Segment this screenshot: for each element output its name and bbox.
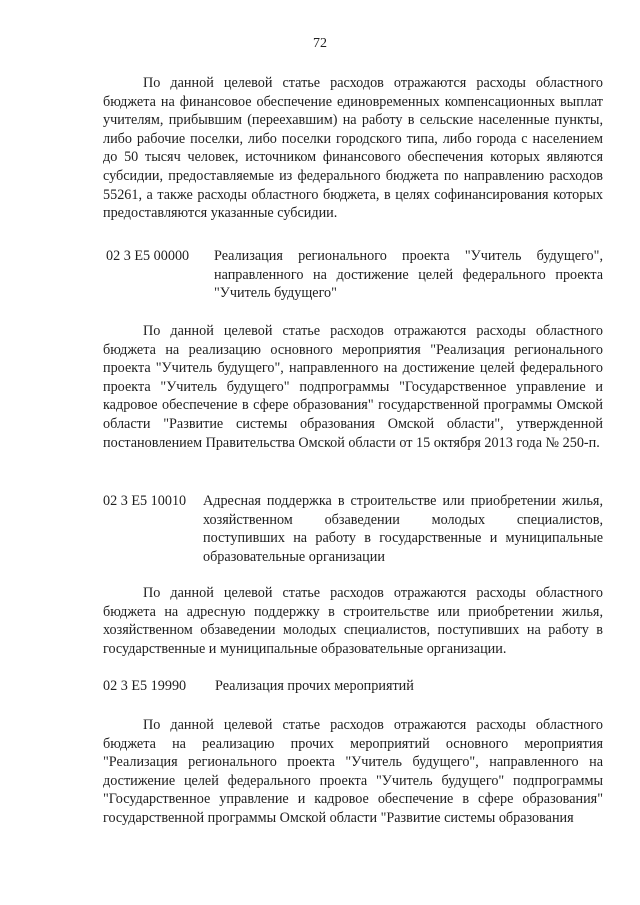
budget-item-title: Реализация прочих мероприятий [215, 678, 414, 694]
paragraph-compensation-payments: По данной целевой статье расходов отражаются расходы областного бюджета на финансовое обеспечение единовременных компенсационных выплат учителям, прибывшим (переехавшим) на работу в сельские населенные пункты, либо рабочие поселки, либо поселки городского типа, либо города с населением до 50 тысяч человек, источником финансового обеспечения которых являются субсидии, предоставляемые из федерального бюджета по направлению расходов 55261, а также расходы областного бюджета, в целях софинансирования которых предоставляются указанные субсидии. [103, 75, 603, 222]
paragraph-main-activity: По данной целевой статье расходов отражаются расходы областного бюджета на реализацию основного мероприятия "Реализация регионального проекта "Учитель будущего", направленного на достижение целей федерального проекта "Учитель будущего" подпрограммы "Государственное управление и кадровое обеспечение в сфере образования" государственной программы Омской области "Развитие системы образования Омской области", утвержденной постановлением Правительства Омской области от 15 октября 2013 года № 250-п. [103, 323, 603, 451]
paragraph-housing-support: По данной целевой статье расходов отражаются расходы областного бюджета на адресную поддержку в строительстве или приобретении жилья, хозяйственном обзаведении молодых специалистов, поступивших на работу в государственные и муниципальные образовательные организации. [103, 585, 603, 657]
page-number: 72 [313, 36, 327, 51]
budget-item-code: 02 3 E5 00000 [106, 248, 190, 264]
budget-item-housing-support [103, 492, 603, 566]
paragraph-other-activities: По данной целевой статье расходов отражаются расходы областного бюджета на реализацию прочих мероприятий основного мероприятия "Реализация регионального проекта "Учитель будущего", направленного на достижение целей федерального проекта "Учитель будущего" подпрограммы "Государственное управление и кадровое обеспечение в сфере образования" государственной программы Омской области "Развитие системы образования [103, 717, 603, 826]
budget-item-title: Адресная поддержка в строительстве или приобретении жилья, хозяйственном обзаведении молодых специалистов, поступивших на работу в государственные и муниципальные образовательные организации [203, 493, 603, 565]
budget-item-code: 02 3 E5 19990 [103, 678, 187, 694]
budget-item-code: 02 3 E5 10010 [103, 493, 187, 509]
budget-item-title: Реализация регионального проекта "Учитель будущего", направленного на достижение целей федерального проекта "Учитель будущего" [214, 248, 603, 302]
budget-item-teacher-of-future-project [103, 247, 603, 303]
budget-item-other-activities [103, 677, 603, 696]
